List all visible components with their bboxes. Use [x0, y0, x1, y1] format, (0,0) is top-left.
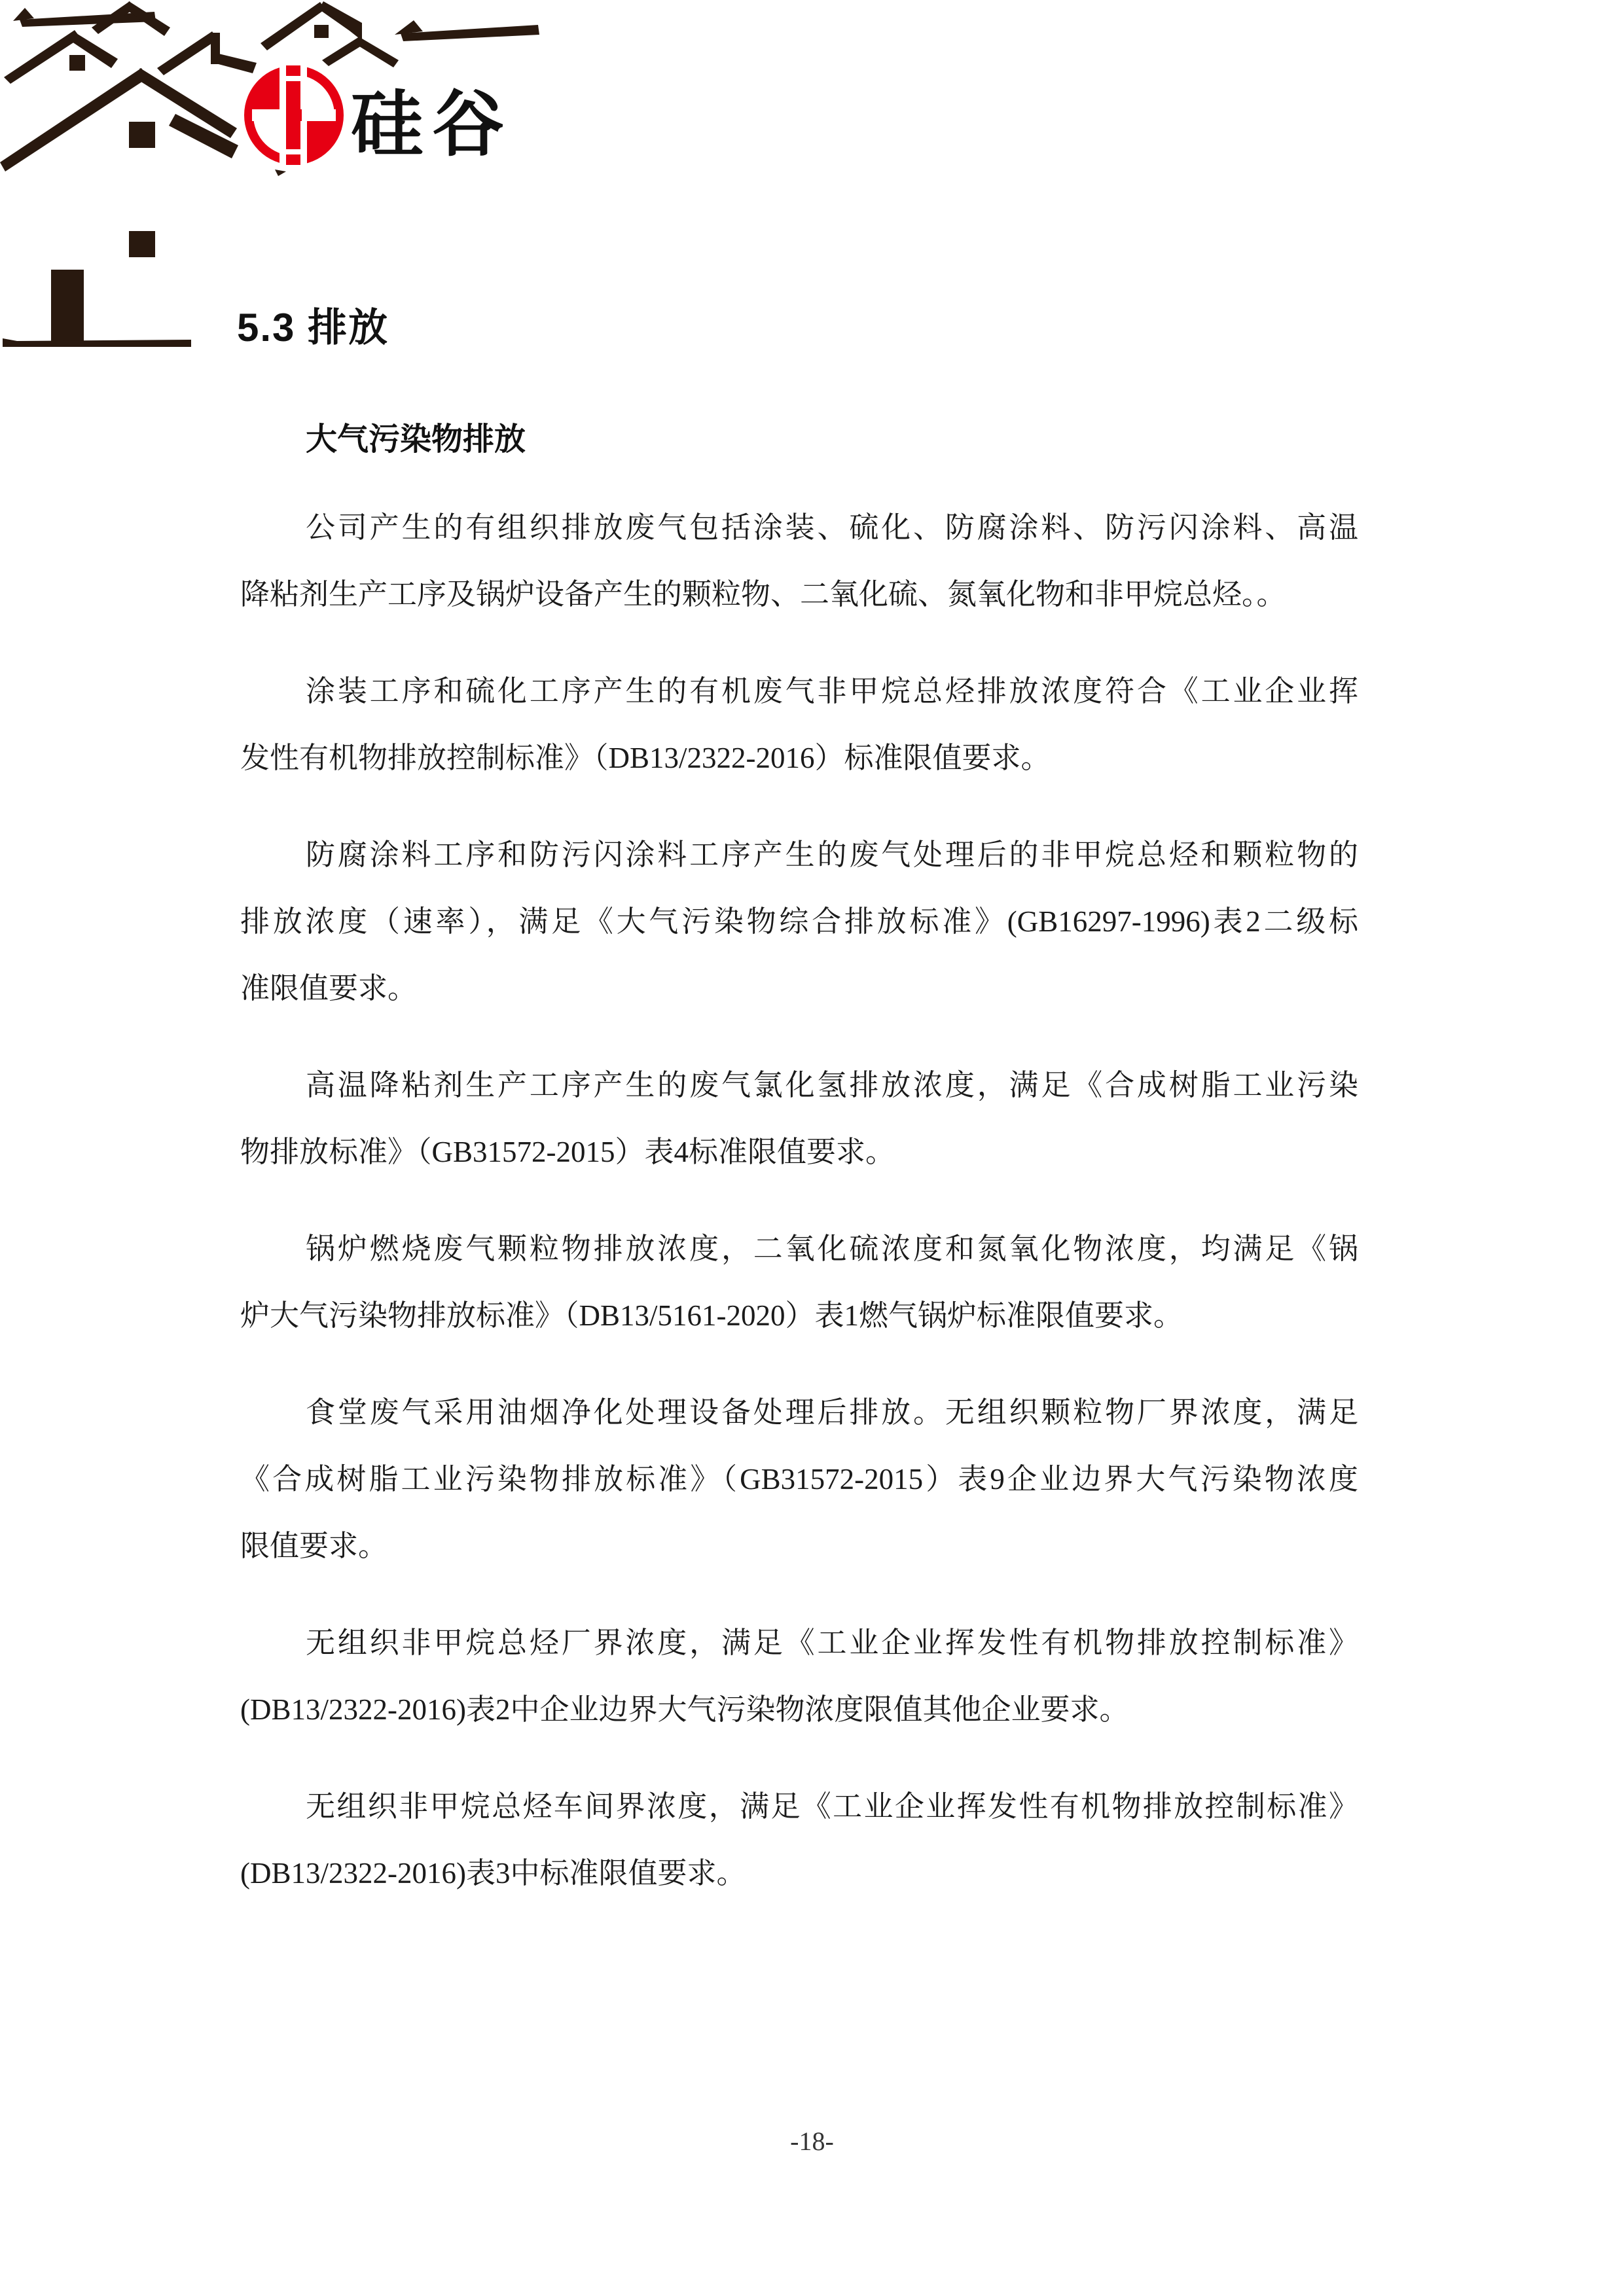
paragraph-line: 食堂废气采用油烟净化处理设备处理后排放。无组织颗粒物厂界浓度，满足	[306, 1396, 1358, 1429]
logo-brand-text: 硅谷	[351, 84, 513, 165]
paragraph	[240, 1379, 1358, 1579]
paragraph-line: 排放浓度（速率），满足《大气污染物综合排放标准》(GB16297-1996)表2二级标	[240, 905, 1358, 938]
paragraph	[240, 1773, 1358, 1907]
paragraph-line: 发性有机物排放控制标准》（DB13/2322-2016）标准限值要求。	[240, 742, 1051, 774]
logo-graphic	[0, 0, 576, 357]
rooftops-icon	[0, 1, 539, 347]
s-sphere-icon	[244, 63, 344, 168]
paragraph-line: 物排放标准》（GB31572-2015）表4标准限值要求。	[240, 1136, 895, 1168]
paragraph-line: 涂装工序和硫化工序产生的有机废气非甲烷总烃排放浓度符合《工业企业挥	[306, 675, 1358, 708]
paragraph-line: 限值要求。	[240, 1530, 388, 1562]
subsection-title: 大气污染物排放	[306, 422, 526, 457]
paragraph	[240, 821, 1358, 1022]
paragraph-line: 《合成树脂工业污染物排放标准》（GB31572-2015）表9企业边界大气污染物浓度	[240, 1463, 1358, 1496]
paragraph-line: 降粘剂生产工序及锅炉设备产生的颗粒物、二氧化硫、氮氧化物和非甲烷总烃。。	[240, 578, 1286, 611]
paragraph	[240, 494, 1358, 628]
paragraph-line: 无组织非甲烷总烃厂界浓度，满足《工业企业挥发性有机物排放控制标准》	[306, 1626, 1358, 1659]
paragraph	[240, 1215, 1358, 1349]
paragraph-line: (DB13/2322-2016)表3中标准限值要求。	[240, 1857, 746, 1890]
paragraph	[240, 1052, 1358, 1185]
paragraph-line: 高温降粘剂生产工序产生的废气氯化氢排放浓度，满足《合成树脂工业污染	[306, 1069, 1358, 1102]
paragraph	[240, 658, 1358, 791]
paragraph-line: 炉大气污染物排放标准》（DB13/5161-2020）表1燃气锅炉标准限值要求。	[240, 1299, 1183, 1332]
paragraph-line: 准限值要求。	[240, 972, 418, 1005]
company-logo	[0, 0, 576, 357]
paragraph-line: 无组织非甲烷总烃车间界浓度，满足《工业企业挥发性有机物排放控制标准》	[306, 1790, 1358, 1823]
paragraph-line: 公司产生的有组织排放废气包括涂装、硫化、防腐涂料、防污闪涂料、高温	[306, 511, 1358, 544]
section-heading: 5.3 排放	[237, 306, 389, 350]
page-number: -18-	[790, 2126, 834, 2156]
paragraph	[240, 1609, 1358, 1743]
paragraph-line: 锅炉燃烧废气颗粒物排放浓度，二氧化硫浓度和氮氧化物浓度，均满足《锅	[306, 1232, 1358, 1265]
body-text	[240, 494, 1358, 1907]
paragraph-line: (DB13/2322-2016)表2中企业边界大气污染物浓度限值其他企业要求。	[240, 1693, 1129, 1726]
paragraph-line: 防腐涂料工序和防污闪涂料工序产生的废气处理后的非甲烷总烃和颗粒物的	[306, 838, 1358, 871]
